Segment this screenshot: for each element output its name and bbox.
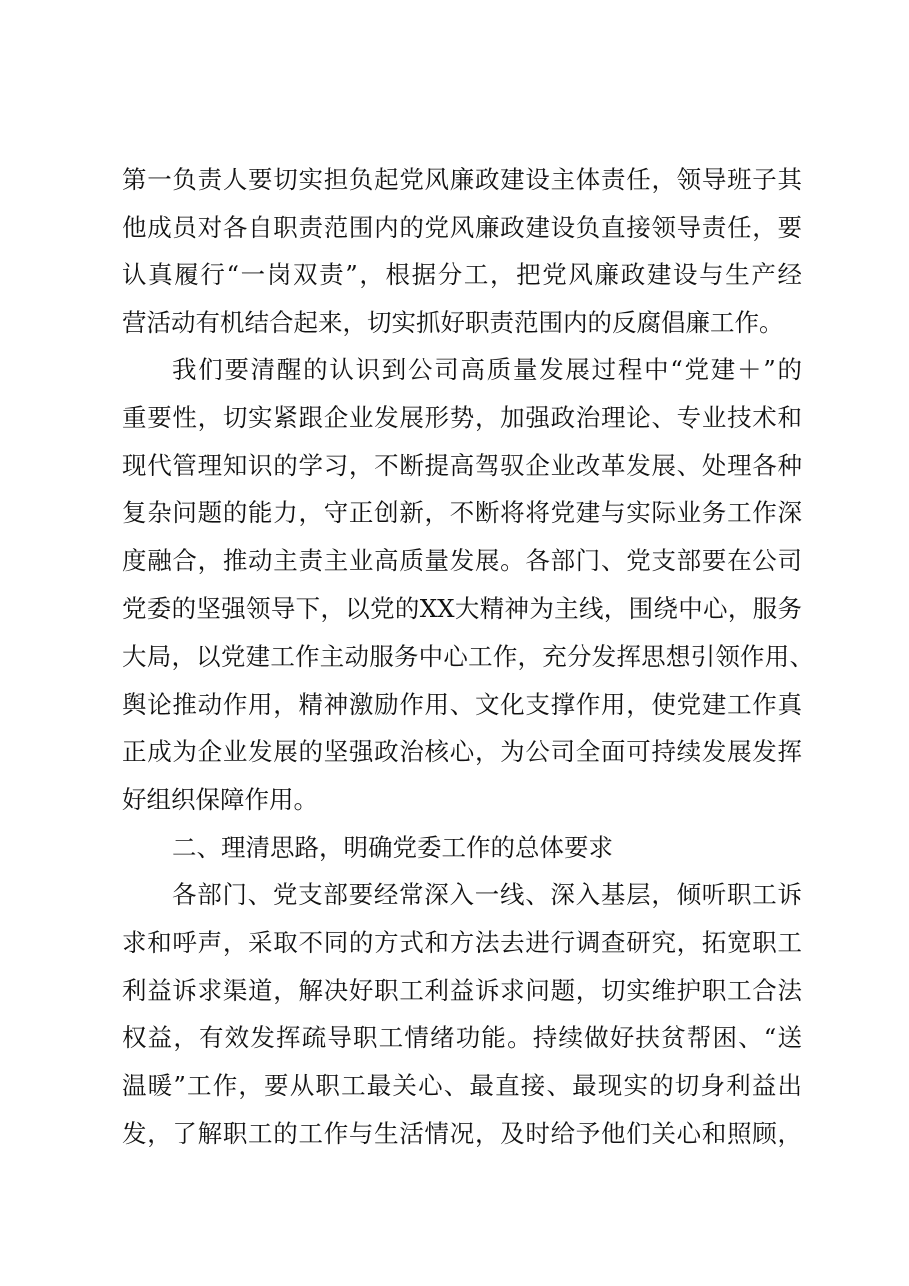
text-line: 舆论推动作用，精神激励作用、文化支撑作用，使党建工作真 [122, 690, 802, 719]
text-line: 温暖”工作，要从职工最关心、最直接、最现实的切身利益出 [122, 1071, 802, 1100]
text-line: 发，了解职工的工作与生活情况，及时给予他们关心和照顾， [122, 1119, 802, 1148]
text-line: 度融合，推动主责主业高质量发展。各部门、党支部要在公司 [122, 546, 802, 575]
text-line: 求和呼声，采取不同的方式和方法去进行调查研究，拓宽职工 [122, 928, 802, 957]
text-line: 党委的坚强领导下，以党的XX大精神为主线，围绕中心，服务 [122, 594, 802, 623]
text-line: 重要性，切实紧跟企业发展形势，加强政治理论、专业技术和 [122, 403, 802, 432]
text-line: 权益，有效发挥疏导职工情绪功能。持续做好扶贫帮困、“送 [122, 1023, 802, 1052]
text-line: 认真履行“一岗双责”，根据分工，把党风廉政建设与生产经 [122, 260, 802, 289]
text-line: 他成员对各自职责范围内的党风廉政建设负直接领导责任，要 [122, 213, 802, 242]
paragraph-first-line: 我们要清醒的认识到公司高质量发展过程中“党建＋”的 [172, 355, 802, 384]
section-heading: 二、理清思路，明确党委工作的总体要求 [172, 833, 613, 862]
text-line: 复杂问题的能力，守正创新，不断将将党建与实际业务工作深 [122, 498, 802, 527]
text-line: 现代管理知识的学习，不断提高驾驭企业改革发展、处理各种 [122, 451, 802, 480]
text-line: 利益诉求渠道，解决好职工利益诉求问题，切实维护职工合法 [122, 976, 802, 1005]
text-line: 好组织保障作用。 [122, 785, 318, 814]
text-line: 营活动有机结合起来，切实抓好职责范围内的反腐倡廉工作。 [122, 308, 784, 337]
text-line: 正成为企业发展的坚强政治核心，为公司全面可持续发展发挥 [122, 737, 802, 766]
paragraph-first-line: 各部门、党支部要经常深入一线、深入基层，倾听职工诉 [172, 880, 802, 909]
text-line: 第一负责人要切实担负起党风廉政建设主体责任，领导班子其 [122, 165, 802, 194]
text-line: 大局，以党建工作主动服务中心工作，充分发挥思想引领作用、 [122, 642, 814, 671]
